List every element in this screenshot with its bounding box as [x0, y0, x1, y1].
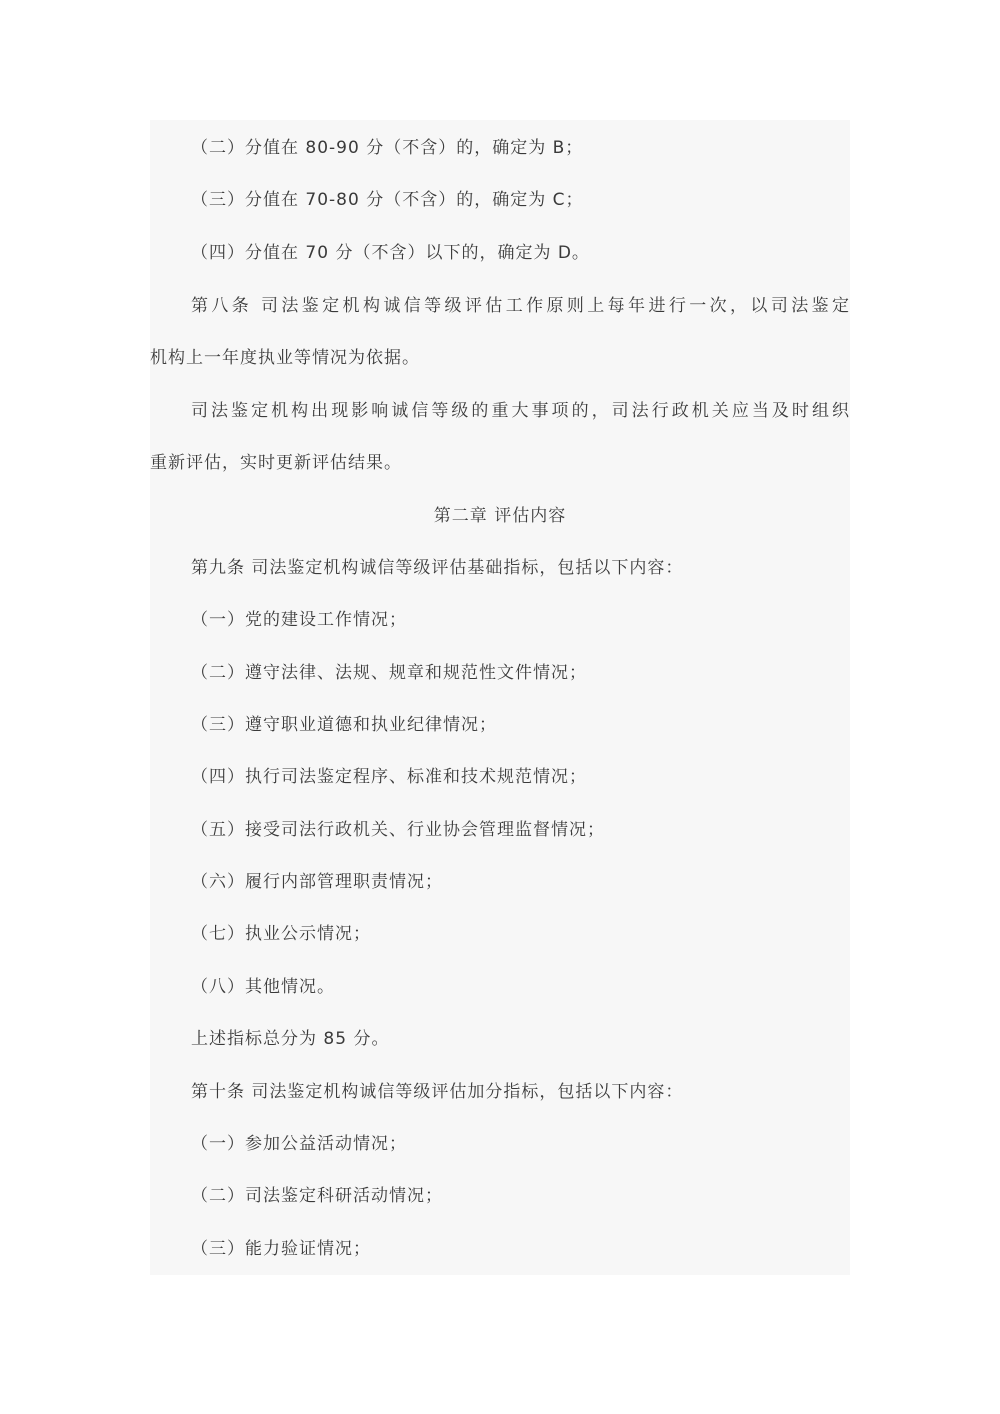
list-item: （二）司法鉴定科研活动情况； [191, 1186, 443, 1206]
list-item: （一）党的建设工作情况； [191, 610, 407, 630]
article-10-heading: 第十条 司法鉴定机构诚信等级评估加分指标，包括以下内容： [191, 1082, 684, 1102]
list-item: （三）能力验证情况； [191, 1239, 371, 1259]
list-item: （五）接受司法行政机关、行业协会管理监督情况； [191, 820, 605, 840]
list-item: （八）其他情况。 [191, 977, 335, 997]
list-item: （四）执行司法鉴定程序、标准和技术规范情况； [191, 767, 587, 787]
article-9-heading: 第九条 司法鉴定机构诚信等级评估基础指标，包括以下内容： [191, 558, 684, 578]
list-item: （七）执业公示情况； [191, 924, 371, 944]
clause-item-grade-b: （二）分值在 80-90 分（不含）的，确定为 B； [191, 138, 584, 158]
clause-item-grade-d: （四）分值在 70 分（不含）以下的，确定为 D。 [191, 243, 590, 263]
list-item: （二）遵守法律、法规、规章和规范性文件情况； [191, 663, 587, 683]
paragraph-reassessment-line-1: 司法鉴定机构出现影响诚信等级的重大事项的，司法行政机关应当及时组织 [191, 401, 850, 421]
article-8-line-2: 机构上一年度执业等情况为依据。 [150, 348, 420, 368]
list-item: （三）遵守职业道德和执业纪律情况； [191, 715, 497, 735]
chapter-heading: 第二章 评估内容 [433, 506, 567, 526]
paragraph-reassessment-line-2: 重新评估，实时更新评估结果。 [150, 453, 402, 473]
article-8-line-1: 第八条 司法鉴定机构诚信等级评估工作原则上每年进行一次，以司法鉴定 [191, 296, 850, 316]
list-item: （六）履行内部管理职责情况； [191, 872, 443, 892]
total-score-note: 上述指标总分为 85 分。 [191, 1029, 390, 1049]
clause-item-grade-c: （三）分值在 70-80 分（不含）的，确定为 C； [191, 190, 584, 210]
list-item: （一）参加公益活动情况； [191, 1134, 407, 1154]
